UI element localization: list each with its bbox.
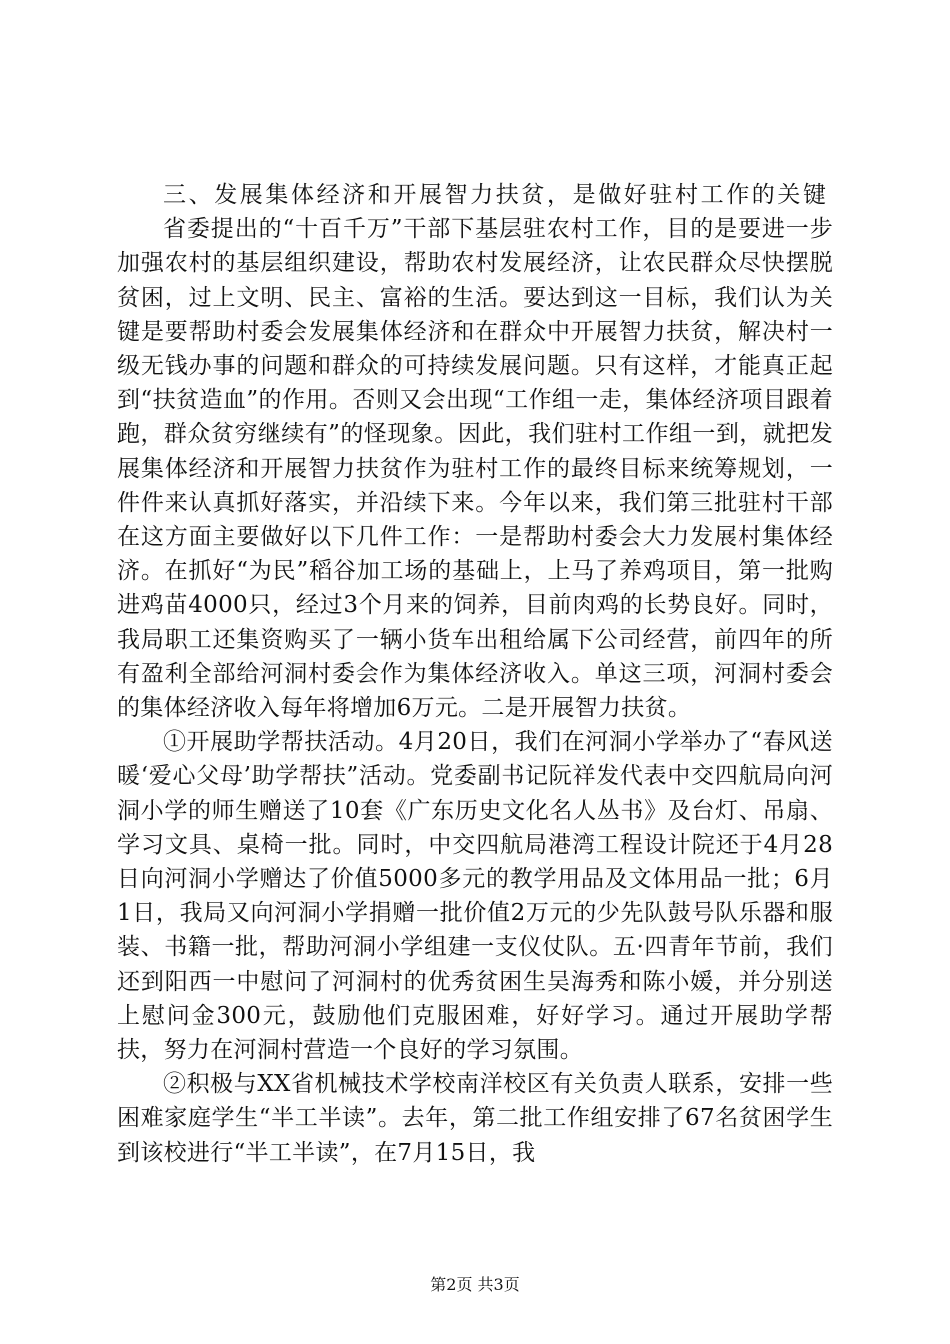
body-paragraph: ①开展助学帮扶活动。4月20日，我们在河洞小学举办了“春风送暖‘爱心父母’助学帮扶”活动。党委副书记阮祥发代表中交四航局向河洞小学的师生赠送了10套《广东历史文化名人丛书》及台灯、吊扇、学习文具、桌椅一批。同时，中交四航局港湾工程设计院还于4月28日向河洞小学赠达了价值5000多元的教学用品及文体用品一批；6月1日，我局又向河洞小学捐赠一批价值2万元的少先队鼓号队乐器和服装、书籍一批，帮助河洞小学组建一支仪仗队。五·四青年节前，我们还到阳西一中慰问了河洞村的优秀贫困生吴海秀和陈小媛，并分别送上慰问金300元，鼓励他们克服困难，好好学习。通过开展助学帮扶，努力在河洞村营造一个良好的学习氛围。 [117,729,833,1064]
page-number-footer: 第2页 共3页 [430,1275,520,1294]
section-heading: 三、发展集体经济和开展智力扶贫，是做好驻村工作的关键 [163,182,829,208]
document-body [117,178,833,1170]
body-paragraph: 省委提出的“十百千万”干部下基层驻农村工作，目的是要进一步加强农村的基层组织建设，帮助农村发展经济，让农民群众尽快摆脱贫困，过上文明、民主、富裕的生活。要达到这一目标，我们认为关键是要帮助村委会发展集体经济和在群众中开展智力扶贫，解决村一级无钱办事的问题和群众的可持续发展问题。只有这样，才能真正起到“扶贫造血”的作用。否则又会出现“工作组一走，集体经济项目跟着跑，群众贫穷继续有”的怪现象。因此，我们驻村工作组一到，就把发展集体经济和开展智力扶贫作为驻村工作的最终目标来统筹规划，一件件来认真抓好落实，并沿续下来。今年以来，我们第三批驻村干部在这方面主要做好以下几件工作：一是帮助村委会大力发展村集体经济。在抓好“为民”稻谷加工场的基础上，上马了养鸡项目，第一批购进鸡苗4000只，经过3个月来的饲养，目前肉鸡的长势良好。同时，我局职工还集资购买了一辆小货车出租给属下公司经营，前四年的所有盈利全部给河洞村委会作为集体经济收入。单这三项，河洞村委会的集体经济收入每年将增加6万元。二是开展智力扶贫。 [117,216,833,722]
body-paragraph: ②积极与XX省机械技术学校南洋校区有关负责人联系，安排一些困难家庭学生“半工半读”。去年，第二批工作组安排了67名贫困学生到该校进行“半工半读”，在7月15日，我 [117,1071,833,1166]
